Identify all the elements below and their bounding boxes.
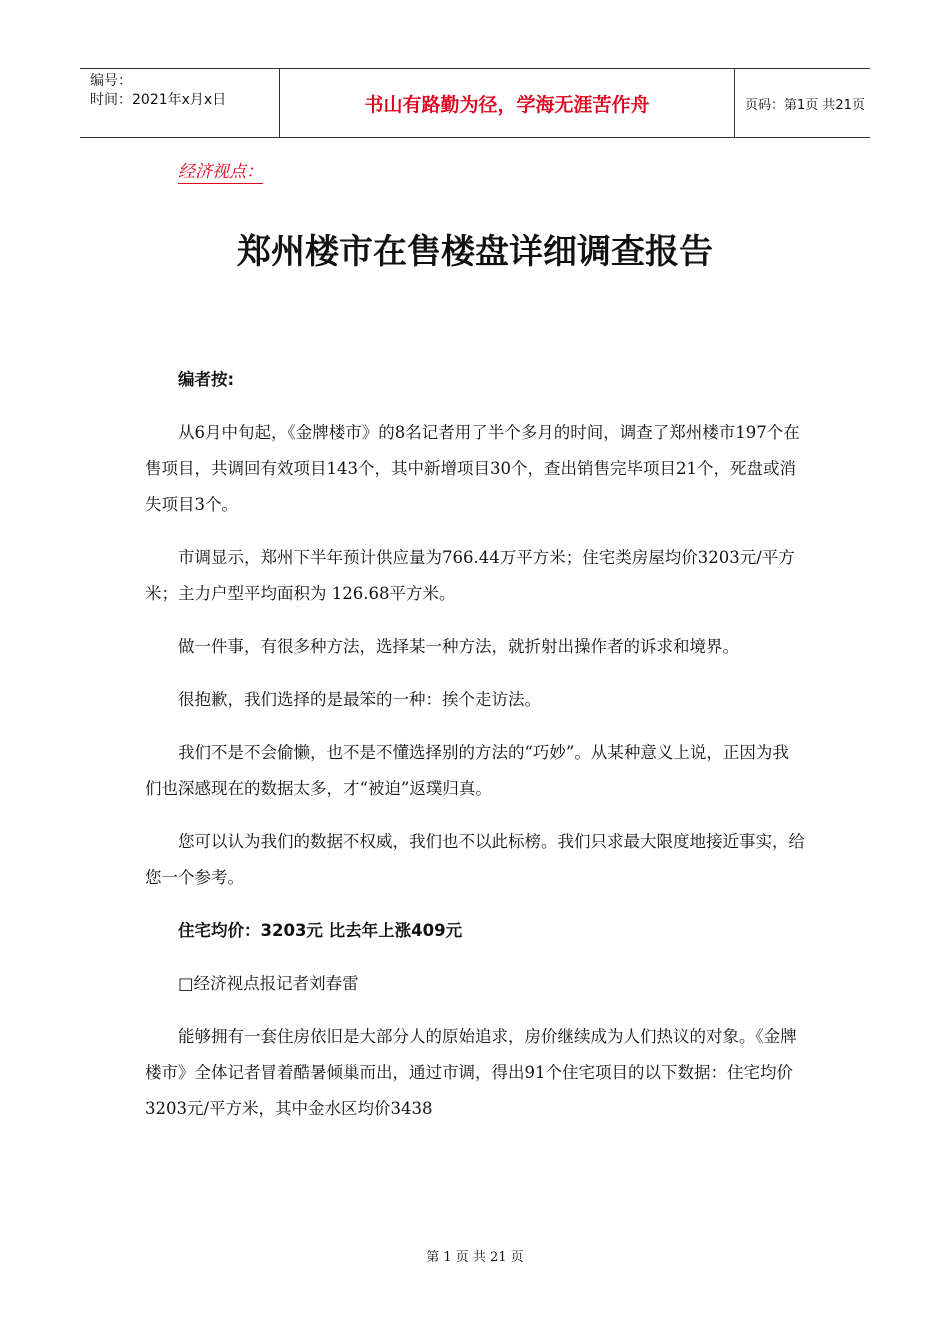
paragraph: 您可以认为我们的数据不权威，我们也不以此标榜。我们只求最大限度地接近事实，给您一个参考。: [145, 832, 805, 887]
section-heading: 住宅均价：3203元 比去年上涨409元: [178, 921, 463, 940]
paragraph: 我们不是不会偷懒，也不是不懂选择别的方法的“巧妙”。从某种意义上说，正因为我们也深感现在的数据太多，才“被迫”返璞归真。: [145, 743, 789, 798]
header-meta: [80, 69, 280, 137]
paragraph: 做一件事，有很多种方法，选择某一种方法，就折射出操作者的诉求和境界。: [178, 637, 739, 656]
document-header: [80, 68, 870, 138]
header-page-info: 页码：第1页 共21页: [745, 97, 865, 113]
byline: □经济视点报记者刘春雷: [178, 974, 359, 993]
paragraph: 很抱歉，我们选择的是最笨的一种：挨个走访法。: [178, 690, 541, 709]
paragraph: 市调显示，郑州下半年预计供应量为766.44万平方米；住宅类房屋均价3203元/平方米；主力户型平均面积为 126.68平方米。: [145, 548, 795, 603]
paragraph: 从6月中旬起，《金牌楼市》的8名记者用了半个多月的时间，调查了郑州楼市197个在售项目，共调回有效项目143个，其中新增项目30个，查出销售完毕项目21个，死盘或消失项目3个。: [145, 423, 800, 514]
paragraph: 能够拥有一套住房依旧是大部分人的原始追求，房价继续成为人们热议的对象。《金牌楼市》全体记者冒着酷暑倾巢而出，通过市调，得出91个住宅项目的以下数据：住宅均价3203元/平方米，其中金水区均价3438: [145, 1027, 797, 1118]
page-title: 郑州楼市在售楼盘详细调查报告: [237, 232, 713, 272]
editor-note-heading: 编者按:: [178, 370, 235, 389]
section-tag: 经济视点：: [178, 162, 263, 182]
document-date: 时间：2021年x月x日: [90, 92, 227, 108]
article-body: [145, 362, 805, 1144]
page-footer: 第 1 页 共 21 页: [426, 1250, 524, 1265]
document-number-label: 编号：: [90, 73, 132, 89]
header-motto: 书山有路勤为径，学海无涯苦作舟: [280, 69, 735, 137]
